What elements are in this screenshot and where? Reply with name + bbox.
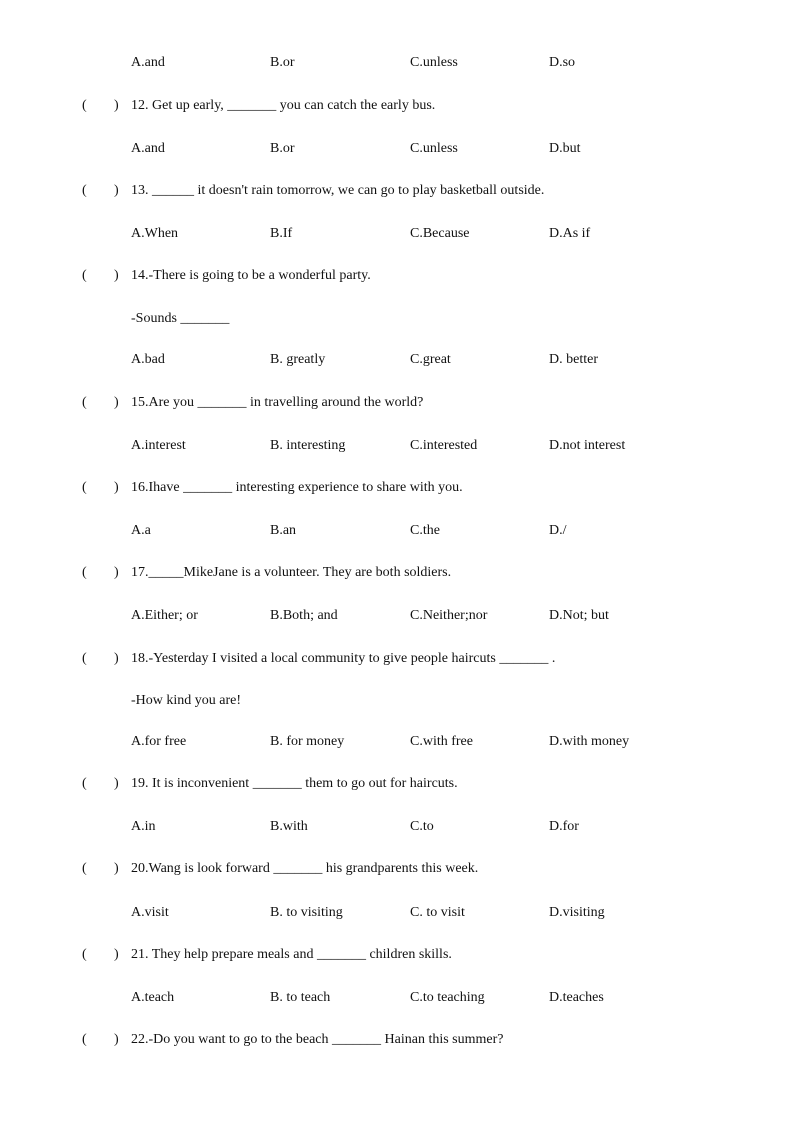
answer-paren-close: )	[114, 268, 119, 283]
option-c: C. to visit	[410, 905, 465, 920]
option-b: B. for money	[270, 734, 345, 749]
option-d: D.for	[549, 819, 579, 834]
option-a: A.When	[131, 226, 179, 241]
answer-paren-open: (	[82, 480, 87, 495]
question-14	[0, 266, 794, 286]
option-b: B. to visiting	[270, 905, 343, 920]
question-17	[0, 563, 794, 583]
option-c: C.unless	[410, 141, 458, 156]
answer-paren-open: (	[82, 98, 87, 113]
option-c: C.the	[410, 523, 440, 538]
options-row	[0, 436, 794, 456]
reply-text: -Sounds _______	[131, 311, 230, 326]
dialogue-reply	[0, 691, 794, 711]
option-c: C.great	[410, 352, 451, 367]
option-c: C.with free	[410, 734, 473, 749]
question-16	[0, 478, 794, 498]
question-22	[0, 1030, 794, 1050]
question-stem: 15.Are you _______ in travelling around the world?	[131, 395, 424, 410]
option-d: D.visiting	[549, 905, 605, 920]
option-c: C.to	[410, 819, 434, 834]
answer-paren-open: (	[82, 395, 87, 410]
question-stem: 18.-Yesterday I visited a local community to give people haircuts _______ .	[131, 651, 556, 666]
answer-paren-open: (	[82, 268, 87, 283]
answer-paren-close: )	[114, 183, 119, 198]
question-20	[0, 859, 794, 879]
answer-paren-close: )	[114, 651, 119, 666]
option-a: A.interest	[131, 438, 186, 453]
option-b: B.or	[270, 55, 295, 70]
answer-paren-close: )	[114, 947, 119, 962]
question-21	[0, 945, 794, 965]
question-13	[0, 181, 794, 201]
options-row	[0, 606, 794, 626]
question-stem: 14.-There is going to be a wonderful party.	[131, 268, 371, 283]
option-d: D.but	[549, 141, 581, 156]
answer-paren-open: (	[82, 861, 87, 876]
option-b: B. to teach	[270, 990, 331, 1005]
option-a: A.in	[131, 819, 156, 834]
option-a: A.for free	[131, 734, 187, 749]
option-b: B.Both; and	[270, 608, 338, 623]
answer-paren-close: )	[114, 565, 119, 580]
option-a: A.and	[131, 55, 165, 70]
option-d: D.teaches	[549, 990, 604, 1005]
option-d: D.Not; but	[549, 608, 609, 623]
options-row	[0, 521, 794, 541]
question-stem: 16.Ihave _______ interesting experience to share with you.	[131, 480, 463, 495]
option-d: D./	[549, 523, 567, 538]
option-c: C.interested	[410, 438, 478, 453]
options-row	[0, 139, 794, 159]
option-b: B.If	[270, 226, 293, 241]
options-row	[0, 988, 794, 1008]
option-a: A.teach	[131, 990, 175, 1005]
option-a: A.bad	[131, 352, 165, 367]
question-18	[0, 649, 794, 669]
option-b: B.an	[270, 523, 297, 538]
question-stem: 19. It is inconvenient _______ them to go out for haircuts.	[131, 776, 458, 791]
option-a: A.visit	[131, 905, 169, 920]
question-19	[0, 774, 794, 794]
option-d: D.with money	[549, 734, 630, 749]
option-c: C.to teaching	[410, 990, 485, 1005]
option-b: B. greatly	[270, 352, 326, 367]
answer-paren-open: (	[82, 565, 87, 580]
question-stem: 21. They help prepare meals and _______ children skills.	[131, 947, 452, 962]
answer-paren-close: )	[114, 776, 119, 791]
option-a: A.a	[131, 523, 151, 538]
question-stem: 17._____MikeJane is a volunteer. They are both soldiers.	[131, 565, 452, 580]
option-d: D. better	[549, 352, 598, 367]
answer-paren-open: (	[82, 776, 87, 791]
option-b: B.with	[270, 819, 308, 834]
option-c: C.unless	[410, 55, 458, 70]
answer-paren-close: )	[114, 1032, 119, 1047]
option-d: D.not interest	[549, 438, 626, 453]
answer-paren-open: (	[82, 947, 87, 962]
options-row	[0, 53, 794, 73]
option-a: A.and	[131, 141, 165, 156]
option-d: D.so	[549, 55, 576, 70]
answer-paren-open: (	[82, 651, 87, 666]
answer-paren-close: )	[114, 480, 119, 495]
option-b: B.or	[270, 141, 295, 156]
reply-text: -How kind you are!	[131, 693, 242, 708]
option-a: A.Either; or	[131, 608, 198, 623]
question-stem: 20.Wang is look forward _______ his grandparents this week.	[131, 861, 479, 876]
options-row	[0, 732, 794, 752]
answer-paren-open: (	[82, 183, 87, 198]
option-d: D.As if	[549, 226, 591, 241]
answer-paren-close: )	[114, 98, 119, 113]
question-15	[0, 393, 794, 413]
dialogue-reply	[0, 309, 794, 329]
question-stem: 12. Get up early, _______ you can catch the early bus.	[131, 98, 436, 113]
answer-paren-close: )	[114, 395, 119, 410]
question-12	[0, 96, 794, 116]
options-row	[0, 350, 794, 370]
option-c: C.Because	[410, 226, 470, 241]
options-row	[0, 224, 794, 244]
question-stem: 13. ______ it doesn't rain tomorrow, we can go to play basketball outside.	[131, 183, 545, 198]
option-c: C.Neither;nor	[410, 608, 488, 623]
answer-paren-open: (	[82, 1032, 87, 1047]
answer-paren-close: )	[114, 861, 119, 876]
options-row	[0, 903, 794, 923]
options-row	[0, 817, 794, 837]
question-stem: 22.-Do you want to go to the beach _______ Hainan this summer?	[131, 1032, 504, 1047]
option-b: B. interesting	[270, 438, 346, 453]
